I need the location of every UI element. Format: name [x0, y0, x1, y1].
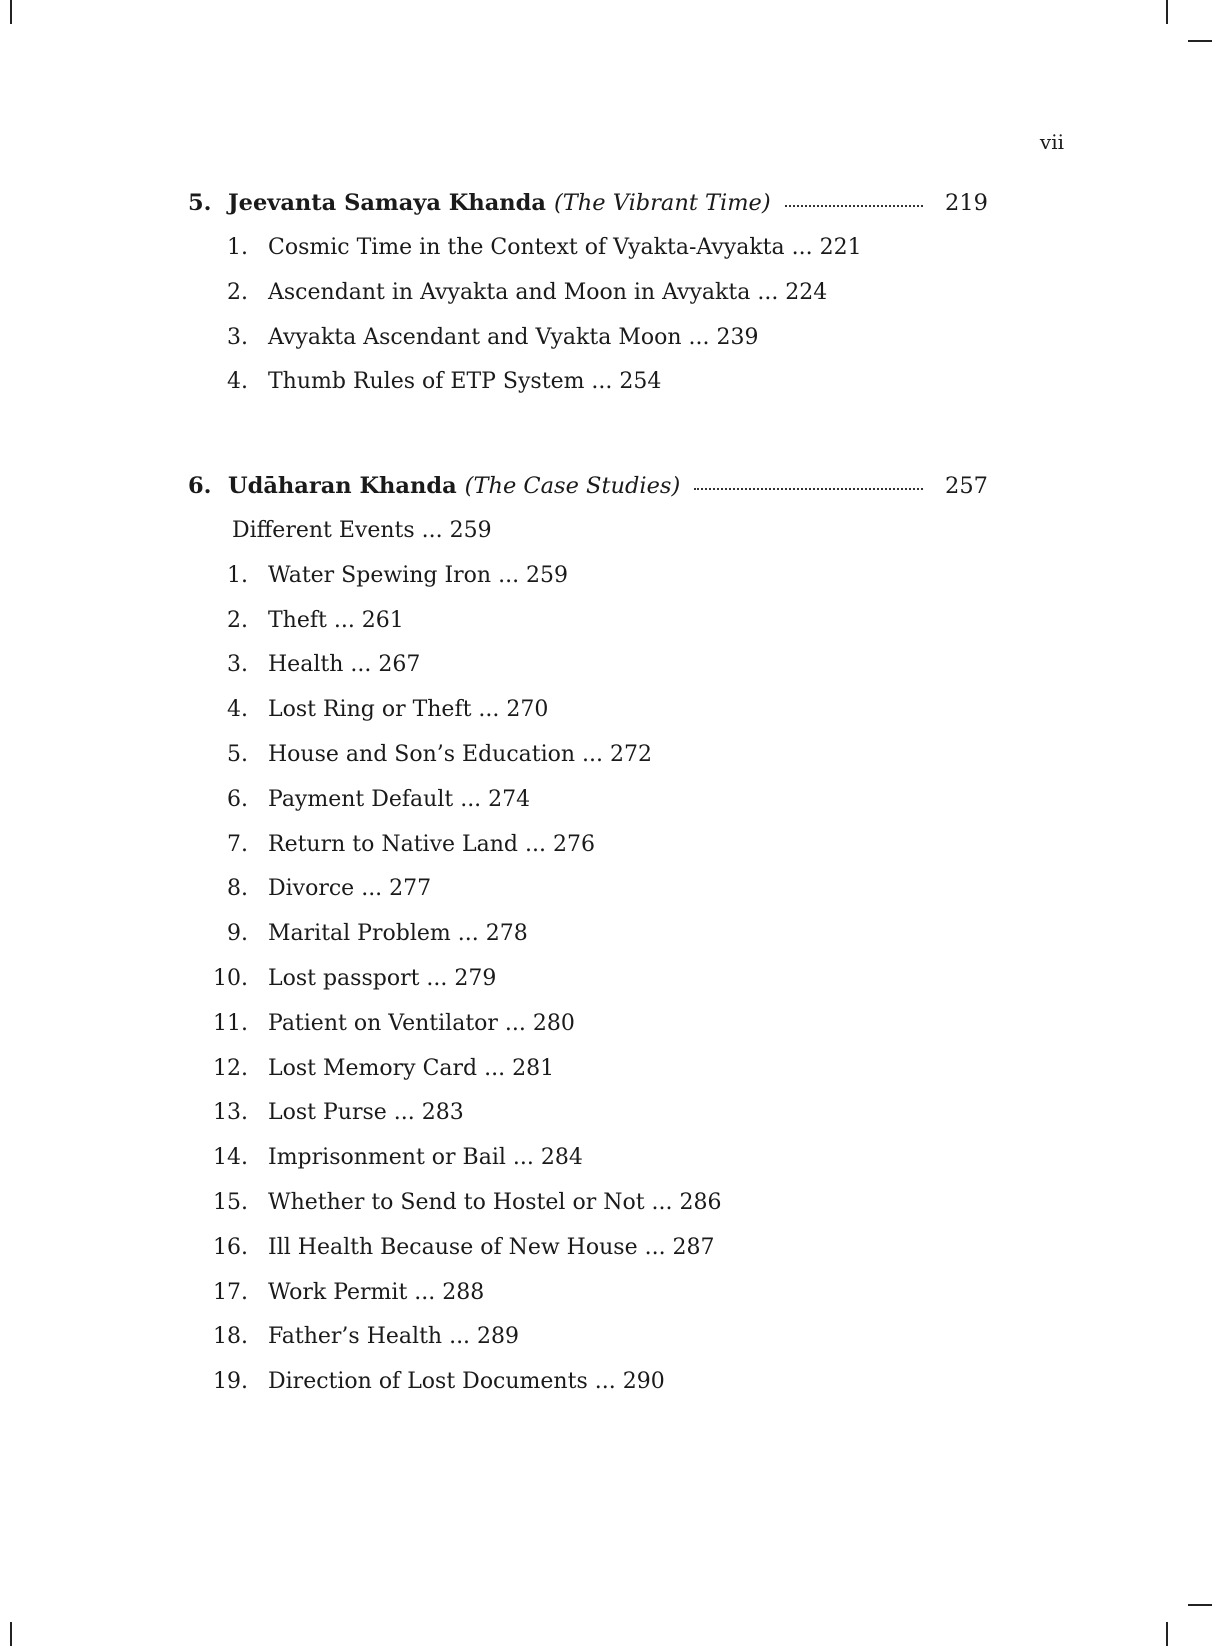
section-subtitle: (The Vibrant Time) [553, 190, 771, 216]
section-page: 257 [945, 473, 988, 499]
list-item: 12. Lost Memory Card ... 281 [213, 1055, 555, 1081]
section-heading [188, 190, 988, 235]
section-title: Jeevanta Samaya Khanda [228, 190, 546, 216]
section-title: Udāharan Khanda [228, 473, 457, 499]
dot-leader [694, 488, 923, 490]
crop-mark-bottom-right-horizontal [1188, 1604, 1212, 1606]
list-item: 2. Ascendant in Avyakta and Moon in Avyakta ... 224 [227, 279, 828, 305]
list-item: 17. Work Permit ... 288 [213, 1279, 485, 1305]
list-item: 15. Whether to Send to Hostel or Not ... 286 [213, 1189, 722, 1215]
list-item: 2. Theft ... 261 [227, 607, 404, 633]
list-item: 4. Thumb Rules of ETP System ... 254 [227, 369, 662, 395]
crop-mark-top-left [10, 0, 12, 24]
list-item: 6. Payment Default ... 274 [227, 786, 531, 812]
list-item: 19. Direction of Lost Documents ... 290 [213, 1369, 665, 1395]
list-item: 5. House and Son’s Education ... 272 [227, 741, 653, 767]
list-item: 1. Cosmic Time in the Context of Vyakta-Avyakta ... 221 [227, 235, 862, 260]
crop-mark-top-right-horizontal [1188, 40, 1212, 42]
section-number: 5. [188, 190, 212, 216]
list-item: 14. Imprisonment or Bail ... 284 [213, 1145, 583, 1171]
list-item: 8. Divorce ... 277 [227, 876, 432, 902]
crop-mark-bottom-right [1166, 1622, 1168, 1646]
section-page: 219 [945, 190, 988, 216]
list-item: 3. Avyakta Ascendant and Vyakta Moon ... 239 [227, 324, 759, 350]
page-number: vii [1039, 130, 1064, 154]
list-item: 7. Return to Native Land ... 276 [227, 831, 595, 857]
section-heading [188, 473, 988, 518]
toc-section-5 [188, 190, 988, 414]
crop-mark-top-right [1166, 0, 1168, 24]
crop-mark-bottom-left [10, 1622, 12, 1646]
list-item: 11. Patient on Ventilator ... 280 [213, 1010, 575, 1036]
list-item: 3. Health ... 267 [227, 652, 421, 678]
list-item: 1. Water Spewing Iron ... 259 [227, 562, 569, 588]
list-item: 9. Marital Problem ... 278 [227, 921, 528, 947]
list-item: 13. Lost Purse ... 283 [213, 1100, 464, 1126]
toc-section-6 [188, 473, 988, 1414]
list-item: 16. Ill Health Because of New House ... 287 [213, 1234, 715, 1260]
dot-leader [785, 205, 923, 207]
list-item: 4. Lost Ring or Theft ... 270 [227, 697, 549, 723]
section-subtitle: (The Case Studies) [464, 473, 681, 499]
list-item: 18. Father’s Health ... 289 [213, 1324, 520, 1350]
list-item: 10. Lost passport ... 279 [213, 965, 497, 991]
section-number: 6. [188, 473, 212, 499]
list-intro: Different Events ... 259 [232, 518, 492, 543]
